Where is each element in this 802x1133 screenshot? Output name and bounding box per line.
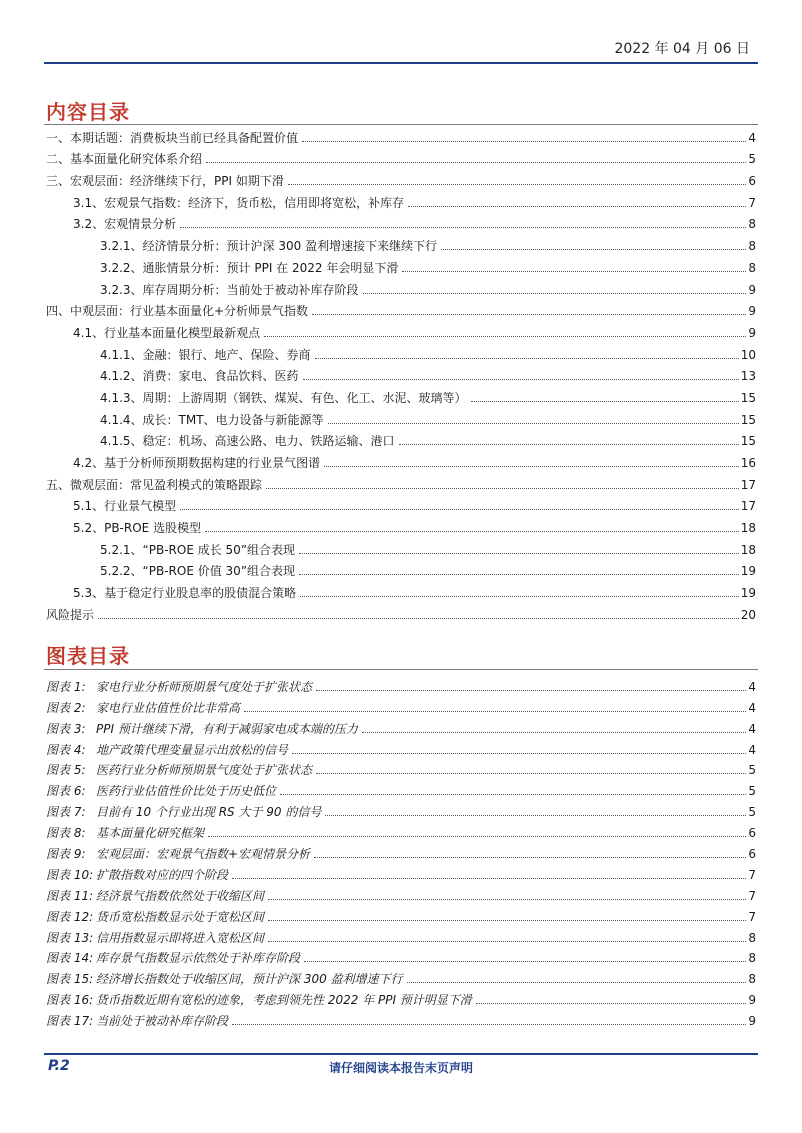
dot-leader — [441, 249, 746, 250]
figure-entry[interactable] — [46, 861, 756, 882]
figure-entry[interactable] — [46, 777, 756, 798]
figure-entry-title: 目前有 10 个行业出现 RS 大于 90 的信号 — [96, 805, 322, 820]
dot-leader — [299, 553, 739, 554]
figure-entry-label: 图表 2: — [46, 700, 86, 715]
figure-entry-label: 图表 10: — [46, 867, 94, 882]
figure-entry-title: 货币指数近期有宽松的迹象，考虑到领先性 2022 年 PPI 预计明显下滑 — [96, 993, 472, 1008]
figure-entry-title: 医药行业估值性价比处于历史低位 — [96, 784, 277, 799]
toc-entry-page: 15 — [740, 412, 756, 427]
figure-entry-page: 5 — [748, 805, 756, 820]
figure-entry-title: 经济增长指数处于收缩区间，预计沪深 300 盈利增速下行 — [96, 972, 403, 987]
dot-leader — [98, 618, 739, 619]
figure-entry[interactable] — [46, 1007, 756, 1028]
toc-entry-page: 17 — [740, 477, 756, 492]
dot-leader — [315, 358, 739, 359]
toc-entry-page: 4 — [748, 130, 756, 145]
figure-entry-page: 4 — [748, 721, 756, 736]
figure-entry-page: 4 — [748, 742, 756, 757]
toc-entry-title: 4.1、行业基本面量化模型最新观点 — [73, 325, 261, 340]
dot-leader — [471, 401, 739, 402]
toc-entry-title: 3.2.3、库存周期分析：当前处于被动补库存阶段 — [100, 282, 359, 297]
toc-entry-title: 4.1.3、周期：上游周期（钢铁、煤炭、有色、化工、水泥、玻璃等） — [100, 390, 467, 405]
figure-entry-title: PPI 预计继续下滑，有利于减弱家电成本端的压力 — [96, 721, 358, 736]
dot-leader — [407, 982, 747, 983]
toc-entry[interactable] — [46, 166, 756, 188]
toc-title: 内容目录 — [46, 100, 130, 124]
figure-entry[interactable] — [46, 903, 756, 924]
footer-rule — [44, 1053, 758, 1055]
figure-entry-page: 4 — [748, 679, 756, 694]
figure-entry-label: 图表 5: — [46, 763, 86, 778]
page-number: P.2 — [48, 1058, 70, 1074]
toc-entry-page: 20 — [740, 607, 756, 622]
toc-entry-title: 4.1.4、成长：TMT、电力设备与新能源等 — [100, 412, 324, 427]
figures-list — [46, 673, 756, 1028]
dot-leader — [299, 574, 739, 575]
figure-entry-label: 图表 16: — [46, 993, 94, 1008]
figure-entry-page: 5 — [748, 784, 756, 799]
dot-leader — [232, 1024, 746, 1025]
figure-entry-label: 图表 3: — [46, 721, 86, 736]
toc-entry-page: 15 — [740, 390, 756, 405]
figure-entry-title: 信用指数显示即将进入宽松区间 — [96, 930, 265, 945]
figure-entry[interactable] — [46, 757, 756, 778]
toc-entry[interactable] — [46, 405, 756, 427]
figure-entry-label: 图表 13: — [46, 930, 94, 945]
figure-entry[interactable] — [46, 840, 756, 861]
toc-entry-title: 一、本期话题：消费板块当前已经具备配置价值 — [46, 130, 299, 145]
toc-entry[interactable] — [46, 145, 756, 167]
toc-entry-page: 13 — [740, 369, 756, 384]
figure-entry-label: 图表 7: — [46, 805, 86, 820]
figure-entry-page: 8 — [748, 972, 756, 987]
dot-leader — [303, 379, 739, 380]
toc-entry-title: 3.1、宏观景气指数：经济下，货币松，信用即将宽松，补库存 — [73, 195, 405, 210]
dot-leader — [266, 488, 739, 489]
figure-entry[interactable] — [46, 819, 756, 840]
toc-entry-title: 5.2、PB-ROE 选股模型 — [73, 521, 202, 536]
figure-entry[interactable] — [46, 798, 756, 819]
dot-leader — [205, 531, 739, 532]
toc-entry[interactable] — [46, 513, 756, 535]
figure-entry-label: 图表 9: — [46, 847, 86, 862]
dot-leader — [316, 690, 746, 691]
toc-entry-title: 三、宏观层面：经济继续下行，PPI 如期下滑 — [46, 174, 284, 189]
figure-entry-page: 9 — [748, 1014, 756, 1029]
figure-entry-page: 9 — [748, 993, 756, 1008]
toc-entry-title: 二、基本面量化研究体系介绍 — [46, 152, 203, 167]
figure-entry-title: 家电行业分析师预期景气度处于扩张状态 — [96, 679, 313, 694]
toc-entry-page: 8 — [748, 217, 756, 232]
toc-entry-title: 4.1.5、稳定：机场、高速公路、电力、铁路运输、港口 — [100, 434, 395, 449]
toc-entry-title: 风险提示 — [46, 607, 95, 622]
dot-leader — [302, 141, 746, 142]
dot-leader — [268, 941, 746, 942]
toc-entry-page: 15 — [740, 434, 756, 449]
toc-entry-page: 7 — [748, 195, 756, 210]
figure-entry-label: 图表 4: — [46, 742, 86, 757]
toc-entry-title: 4.2、基于分析师预期数据构建的行业景气图谱 — [73, 456, 321, 470]
toc-entry-page: 17 — [740, 499, 756, 514]
toc-entry[interactable] — [46, 492, 756, 514]
toc-entry[interactable] — [46, 253, 756, 275]
figure-entry-title: 宏观层面：宏观景气指数+宏观情景分析 — [96, 847, 311, 862]
toc-entry[interactable] — [46, 535, 756, 557]
dot-leader — [264, 336, 746, 337]
figure-entry[interactable] — [46, 924, 756, 945]
toc-entry-title: 五、微观层面：常见盈利模式的策略跟踪 — [46, 477, 263, 492]
toc-entry-title: 3.2、宏观情景分析 — [73, 217, 177, 232]
toc-entry-title: 4.1.2、消费：家电、食品饮料、医药 — [100, 369, 299, 384]
dot-leader — [304, 961, 746, 962]
dot-leader — [399, 444, 739, 445]
toc-entry-page: 5 — [748, 152, 756, 167]
figure-entry[interactable] — [46, 882, 756, 903]
header-rule — [44, 62, 758, 64]
figure-entry[interactable] — [46, 945, 756, 966]
dot-leader — [206, 162, 746, 163]
toc-entry[interactable] — [46, 297, 756, 319]
figure-entry[interactable] — [46, 965, 756, 986]
dot-leader — [180, 509, 739, 510]
dot-leader — [314, 857, 746, 858]
figure-entry-page: 6 — [748, 847, 756, 862]
dot-leader — [292, 753, 746, 754]
toc-entry-page: 18 — [740, 521, 756, 536]
dot-leader — [288, 184, 747, 185]
figure-entry-label: 图表 11: — [46, 888, 94, 903]
toc-list — [46, 123, 756, 622]
dot-leader — [316, 773, 746, 774]
toc-entry[interactable] — [46, 340, 756, 362]
dot-leader — [408, 206, 746, 207]
figure-entry-title: 家电行业估值性价比非常高 — [96, 700, 241, 715]
figure-entry-label: 图表 6: — [46, 784, 86, 799]
dot-leader — [244, 711, 746, 712]
toc-entry-page: 8 — [748, 260, 756, 275]
dot-leader — [476, 1003, 747, 1004]
figure-entry-title: 当前处于被动补库存阶段 — [96, 1014, 229, 1029]
toc-entry[interactable] — [46, 427, 756, 449]
dot-leader — [363, 293, 747, 294]
disclaimer-note: 请仔细阅读本报告末页声明 — [328, 1061, 473, 1075]
figure-entry-label: 图表 1: — [46, 679, 86, 694]
toc-entry-title: 5.1、行业景气模型 — [73, 499, 177, 514]
figure-entry-label: 图表 12: — [46, 909, 94, 924]
figure-entry-title: 医药行业分析师预期景气度处于扩张状态 — [96, 763, 313, 778]
toc-entry-title: 四、中观层面：行业基本面量化+分析师景气指数 — [46, 304, 309, 319]
toc-entry[interactable] — [46, 188, 756, 210]
figure-entry-label: 图表 14: — [46, 951, 94, 966]
dot-leader — [325, 815, 746, 816]
toc-entry-page: 18 — [740, 542, 756, 557]
dot-leader — [280, 794, 746, 795]
dot-leader — [402, 271, 746, 272]
toc-entry-page: 19 — [740, 586, 756, 601]
figure-entry-page: 7 — [748, 909, 756, 924]
dot-leader — [324, 466, 739, 467]
toc-entry[interactable] — [46, 123, 756, 145]
figure-entry[interactable] — [46, 673, 756, 694]
dot-leader — [180, 227, 746, 228]
toc-entry[interactable] — [46, 448, 756, 470]
toc-entry-page: 6 — [748, 174, 756, 189]
toc-entry-page: 9 — [748, 304, 756, 319]
toc-entry-page: 10 — [740, 347, 756, 362]
dot-leader — [268, 899, 746, 900]
toc-entry-title: 5.3、基于稳定行业股息率的股债混合策略 — [73, 586, 297, 601]
figure-entry-title: 经济景气指数依然处于收缩区间 — [96, 888, 265, 903]
dot-leader — [312, 314, 746, 315]
dot-leader — [268, 920, 746, 921]
dot-leader — [300, 596, 739, 597]
figure-entry-page: 8 — [748, 951, 756, 966]
figure-entry-page: 8 — [748, 930, 756, 945]
figure-entry-page: 7 — [748, 888, 756, 903]
figure-entry-label: 图表 17: — [46, 1014, 94, 1029]
toc-entry[interactable] — [46, 600, 756, 622]
dot-leader — [328, 423, 739, 424]
toc-entry[interactable] — [46, 362, 756, 384]
toc-entry[interactable] — [46, 557, 756, 579]
figure-entry-title: 货币宽松指数显示处于宽松区间 — [96, 909, 265, 924]
figure-entry[interactable] — [46, 715, 756, 736]
toc-entry-page: 16 — [740, 456, 756, 470]
figure-entry-title: 库存景气指数显示依然处于补库存阶段 — [96, 951, 301, 966]
figure-entry-page: 7 — [748, 867, 756, 882]
figure-entry-page: 5 — [748, 763, 756, 778]
toc-entry-title: 3.2.2、通胀情景分析：预计 PPI 在 2022 年会明显下滑 — [100, 260, 399, 275]
figure-entry-label: 图表 15: — [46, 972, 94, 987]
figure-entry-title: 地产政策代理变量显示出放松的信号 — [96, 742, 289, 757]
figure-entry-page: 6 — [748, 826, 756, 841]
figure-entry-title: 基本面量化研究框架 — [96, 826, 205, 841]
toc-entry-page: 9 — [748, 325, 756, 340]
toc-entry-page: 8 — [748, 239, 756, 254]
figures-title-rule — [44, 669, 758, 670]
toc-entry[interactable] — [46, 578, 756, 600]
toc-entry[interactable] — [46, 275, 756, 297]
toc-entry[interactable] — [46, 231, 756, 253]
figure-entry[interactable] — [46, 736, 756, 757]
toc-entry[interactable] — [46, 470, 756, 492]
toc-entry-title: 3.2.1、经济情景分析：预计沪深 300 盈利增速接下来继续下行 — [100, 239, 438, 254]
toc-entry-title: 4.1.1、金融：银行、地产、保险、券商 — [100, 347, 311, 362]
dot-leader — [362, 732, 747, 733]
dot-leader — [232, 878, 746, 879]
figure-entry-label: 图表 8: — [46, 826, 86, 841]
toc-entry[interactable] — [46, 383, 756, 405]
toc-entry-title: 5.2.1、“PB-ROE 成长 50”组合表现 — [100, 542, 296, 557]
toc-entry[interactable] — [46, 318, 756, 340]
figures-title: 图表目录 — [46, 644, 130, 668]
figure-entry[interactable] — [46, 986, 756, 1007]
toc-entry-title: 5.2.2、“PB-ROE 价值 30”组合表现 — [100, 564, 296, 579]
toc-entry[interactable] — [46, 210, 756, 232]
toc-entry-page: 19 — [740, 564, 756, 579]
figure-entry-title: 扩散指数对应的四个阶段 — [96, 867, 229, 882]
toc-entry-page: 9 — [748, 282, 756, 297]
dot-leader — [208, 836, 746, 837]
report-date: 2022 年 04 月 06 日 — [614, 41, 750, 57]
figure-entry-page: 4 — [748, 700, 756, 715]
figure-entry[interactable] — [46, 694, 756, 715]
